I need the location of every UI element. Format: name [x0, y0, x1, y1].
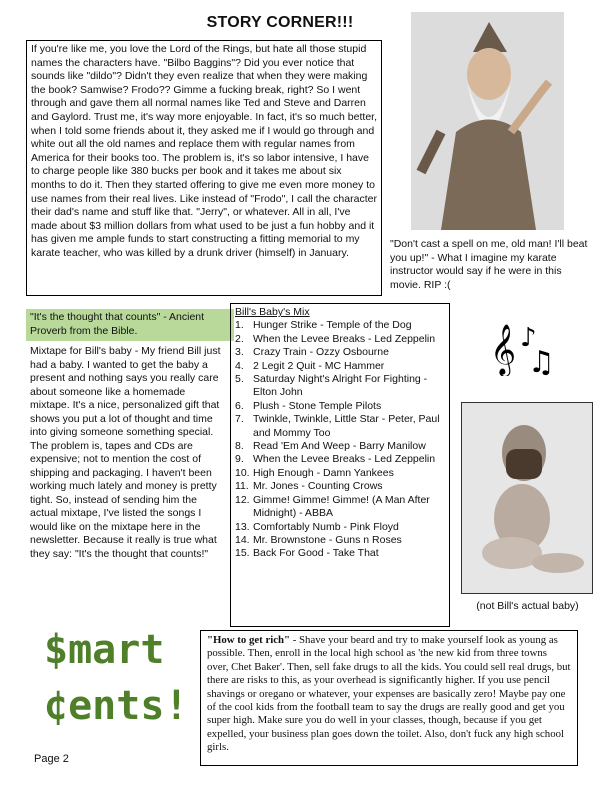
mix-track	[235, 521, 445, 534]
track-title: Plush - Stone Temple Pilots	[253, 399, 382, 412]
smart-cents-logo	[44, 622, 194, 734]
svg-text:𝄞: 𝄞	[490, 324, 517, 375]
track-number: 13.	[235, 520, 250, 533]
mix-track	[235, 319, 445, 332]
mix-track	[235, 494, 445, 521]
mixtape-story: Mixtape for Bill's baby - My friend Bill just had a baby. I wanted to get the baby a present and nothing says you really care about someone like a homemade mixtape. It's a nice, personalized gift that shows you put a lot of thought and time into giving someone something special. The problem is, tapes and CDs are expensive; not to mention the cost of shipping and packaging. I haven't been working much lately and money is pretty tight. So, instead of sending him the actual mixtape, I've listed the songs I would like on the mixtape here in the newsletter. Because it really is true what they say: "It's the thought that counts!"	[30, 345, 221, 560]
mix-title: Bill's Baby's Mix	[235, 306, 310, 318]
story-text: If you're like me, you love the Lord of the Rings, but hate all those stupid names the characters have. "Bilbo Baggins"? Did you ever notice that sounds like "dildo"? Didn't they even realize that when they were making the book? Samwise? Frodo?? Gimme a fucking break, right? So I went through and gave them all normal names like Ted and Steve and Darren and Gaylord. Trust me, it's way more enjoyable. In fact, it's so much better, when I told some friends about it, they asked me if I would go through and white out all the old names and replace them with regular names from America for their books too. The problem is, it's so labor intensive, I have to charge people like 380 bucks per book and it takes me about six months to do it. Then they started offering to give me even more money to use names from their real lives. Like instead of "Frodo", I call the character their dad's name and stuff like that. "Jerry", or whatever. All in all, I've made about $3 million dollars from what used to be just a fun hobby and it has given me ample funds to start constructing a fitting memorial to my karate teacher, who was killed by a drunk driver (himself) in January.	[31, 43, 377, 259]
mix-track	[235, 373, 445, 400]
baby-photo	[461, 402, 593, 594]
logo-line-1: $mart	[44, 627, 165, 673]
track-title: Twinkle, Twinkle, Little Star - Peter, Paul and Mommy Too	[253, 413, 440, 439]
track-title: Hunger Strike - Temple of the Dog	[253, 319, 412, 332]
wizard-photo	[411, 12, 564, 230]
track-title: Mr. Brownstone - Guns n Roses	[253, 533, 402, 546]
track-title: Crazy Train - Ozzy Osbourne	[253, 346, 389, 359]
svg-text:♫: ♫	[528, 345, 555, 376]
track-number: 15.	[235, 547, 250, 560]
track-title: Saturday Night's Alright For Fighting - Elton John	[253, 373, 428, 399]
music-notes-icon	[488, 318, 558, 376]
track-number: 11.	[235, 480, 249, 493]
mix-track	[235, 440, 445, 453]
track-title: When the Levee Breaks - Led Zeppelin	[253, 332, 436, 345]
track-number: 12.	[235, 493, 250, 506]
track-number: 3.	[235, 346, 244, 359]
track-number: 6.	[235, 399, 244, 412]
mix-track	[235, 346, 445, 359]
track-number: 14.	[235, 533, 250, 546]
track-title: Comfortably Numb - Pink Floyd	[253, 520, 399, 533]
track-title: When the Levee Breaks - Led Zeppelin	[253, 453, 436, 466]
track-title: 2 Legit 2 Quit - MC Hammer	[253, 359, 385, 372]
track-title: High Enough - Damn Yankees	[253, 466, 394, 479]
mix-track	[235, 360, 445, 373]
track-title: Back For Good - Take That	[253, 547, 379, 560]
page-number: Page 2	[34, 753, 69, 765]
mix-track	[235, 400, 445, 413]
mix-track	[235, 480, 445, 493]
track-number: 7.	[235, 413, 244, 426]
photo-caption: "Don't cast a spell on me, old man! I'll beat you up!" - What I imagine my karate instructor would say if he were in this movie. RIP :(	[390, 238, 588, 291]
how-to-get-rich-box	[200, 630, 578, 766]
track-number: 2.	[235, 332, 244, 345]
track-number: 9.	[235, 453, 244, 466]
svg-text:♪: ♪	[520, 323, 537, 353]
track-title: Mr. Jones - Counting Crows	[253, 480, 383, 493]
mix-track	[235, 413, 445, 440]
quote-box: "It's the thought that counts" - Ancient Proverb from the Bible.	[26, 309, 234, 341]
track-title: Read 'Em And Weep - Barry Manilow	[253, 440, 426, 453]
mix-track	[235, 467, 445, 480]
mix-track	[235, 333, 445, 346]
mix-list	[235, 319, 445, 560]
track-number: 4.	[235, 359, 244, 372]
howto-body: - Shave your beard and try to make yourself look as young as possible. Then, enroll in the local high school as 'the new kid from three towns over, Chet Baker'. Then, sell fake drugs to all the kids. You could sell real drugs, but there are risks to this, as your overhead is significantly higher. If you use pencil shavings or oregano or whatever, your expenses are basically zero! Maybe pay one of the cool kids from the football team to say the drugs are really good and get you super high. Make sure you do well in your classes, though, because if you get expelled, your business plan goes down the toilet. Also, don't fuck any high school girls.	[207, 634, 571, 754]
howto-heading: "How to get rich"	[207, 634, 291, 646]
story-box	[26, 40, 382, 296]
track-title: Gimme! Gimme! Gimme! (A Man After Midnight) - ABBA	[253, 493, 430, 520]
track-number: 1.	[235, 319, 244, 332]
track-number: 10.	[235, 466, 250, 479]
mix-track	[235, 453, 445, 466]
mix-track	[235, 547, 445, 560]
page-title: STORY CORNER!!!	[206, 14, 354, 31]
track-number: 8.	[235, 440, 244, 453]
track-number: 5.	[235, 373, 244, 386]
mix-track	[235, 534, 445, 547]
mix-list-box	[230, 303, 450, 627]
baby-caption: (not Bill's actual baby)	[476, 600, 579, 612]
logo-line-2: ¢ents!	[44, 683, 189, 729]
